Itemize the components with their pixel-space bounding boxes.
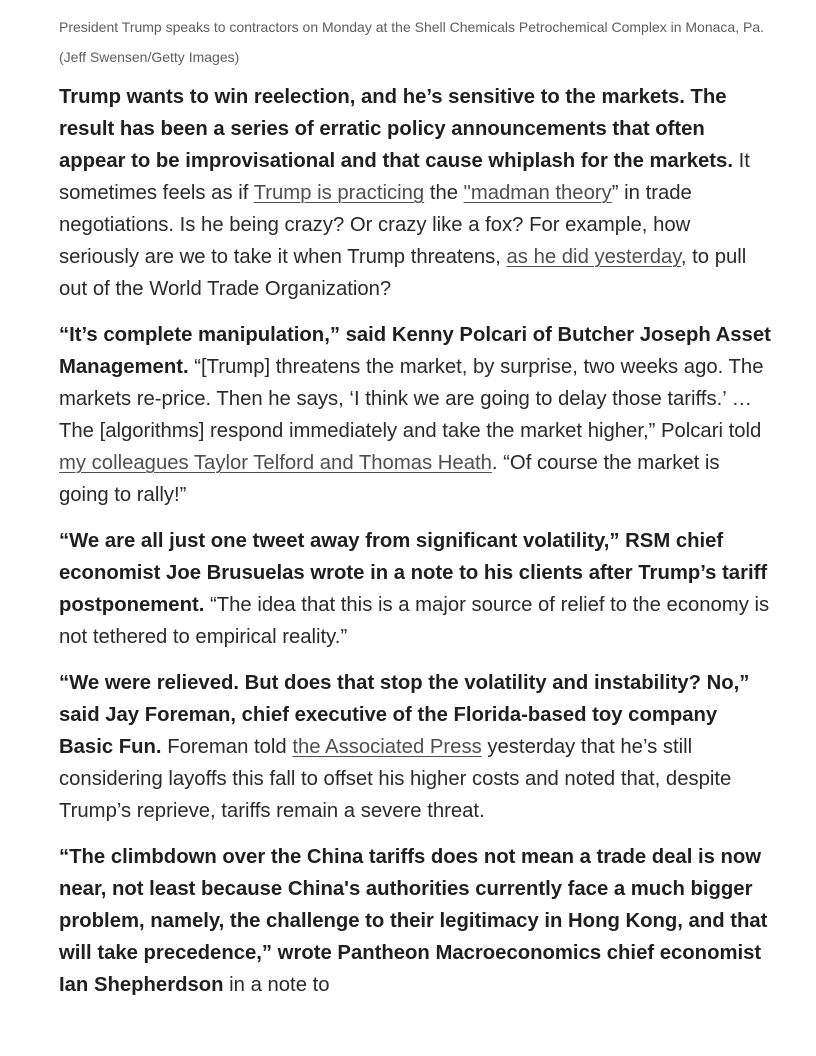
paragraph-2: “It’s complete manipulation,” said Kenny Polcari of Butcher Joseph Asset Management. “[Trump] threatens the market, by surprise, two weeks ago. The markets re-price. Then he says, ‘I think we are going to delay those tariffs.’ … The [algorithms] respond immediately and take the market higher,” Polcari told my colleagues Taylor Telford and Thomas Heath. “Of course the market is going to rally!”: [59, 324, 771, 506]
paragraph-5: “The climbdown over the China tariffs does not mean a trade deal is now near, not least because China's authorities currently face a much bigger problem, namely, the challenge to their legitimacy in Hong Kong, and that will take precedence,” wrote Pantheon Macroeconomics chief economist Ian Shepherdson in a note to: [59, 846, 768, 996]
paragraph-5-lead: “The climbdown over the China tariffs does not mean a trade deal is now near, not least because China's authorities currently face a much bigger problem, namely, the challenge to their legitimacy in Hong Kong, and that will take precedence,” wrote Pantheon Macroeconomics chief economist Ian Shepherdson: [59, 846, 768, 996]
link-as-he-did-yesterday[interactable]: as he did yesterday: [506, 246, 681, 268]
paragraph-3-lead: “We are all just one tweet away from significant volatility,” RSM chief economist Joe Brusuelas wrote in a note to his clients after Trump’s tariff postponement.: [59, 530, 768, 616]
paragraph-4-lead: “We were relieved. But does that stop the volatility and instability? No,” said Jay Foreman, chief executive of the Florida-based toy company Basic Fun.: [59, 672, 750, 758]
paragraph-2-lead: “It’s complete manipulation,” said Kenny Polcari of Butcher Joseph Asset Management.: [59, 324, 771, 378]
link-my-colleagues[interactable]: my colleagues Taylor Telford and Thomas Heath: [59, 452, 492, 474]
link-trump-practicing[interactable]: Trump is practicing: [253, 182, 425, 204]
paragraph-4: “We were relieved. But does that stop the volatility and instability? No,” said Jay Foreman, chief executive of the Florida-based toy company Basic Fun. Foreman told the Associated Press yesterday that he’s still considering layoffs this fall to offset his higher costs and noted that, despite Trump’s reprieve, tariffs remain a severe threat.: [59, 672, 750, 822]
link-associated-press[interactable]: the Associated Press: [292, 736, 482, 758]
paragraph-3: “We are all just one tweet away from significant volatility,” RSM chief economist Joe Brusuelas wrote in a note to his clients after Trump’s tariff postponement. “The idea that this is a major source of relief to the economy is not tethered to empirical reality.”: [59, 530, 770, 648]
link-madman-theory[interactable]: "madman theory: [463, 182, 612, 204]
article-body: [59, 12, 771, 1015]
paragraph-1: Trump wants to win reelection, and he’s sensitive to the markets. The result has been a series of erratic policy announcements that often appear to be improvisational and that cause whiplash for the markets. It sometimes feels as if Trump is practicing the "madman theory” in trade negotiations. Is he being crazy? Or crazy like a fox? For example, how seriously are we to take it when Trump threatens, as he did yesterday, to pull out of the World Trade Organization?: [59, 86, 750, 300]
photo-caption: President Trump speaks to contractors on Monday at the Shell Chemicals Petrochemical Complex in Monaca, Pa. (Jeff Swensen/Getty Images): [59, 19, 764, 65]
paragraph-1-lead: Trump wants to win reelection, and he’s sensitive to the markets. The result has been a series of erratic policy announcements that often appear to be improvisational and that cause whiplash for the markets.: [59, 86, 733, 172]
